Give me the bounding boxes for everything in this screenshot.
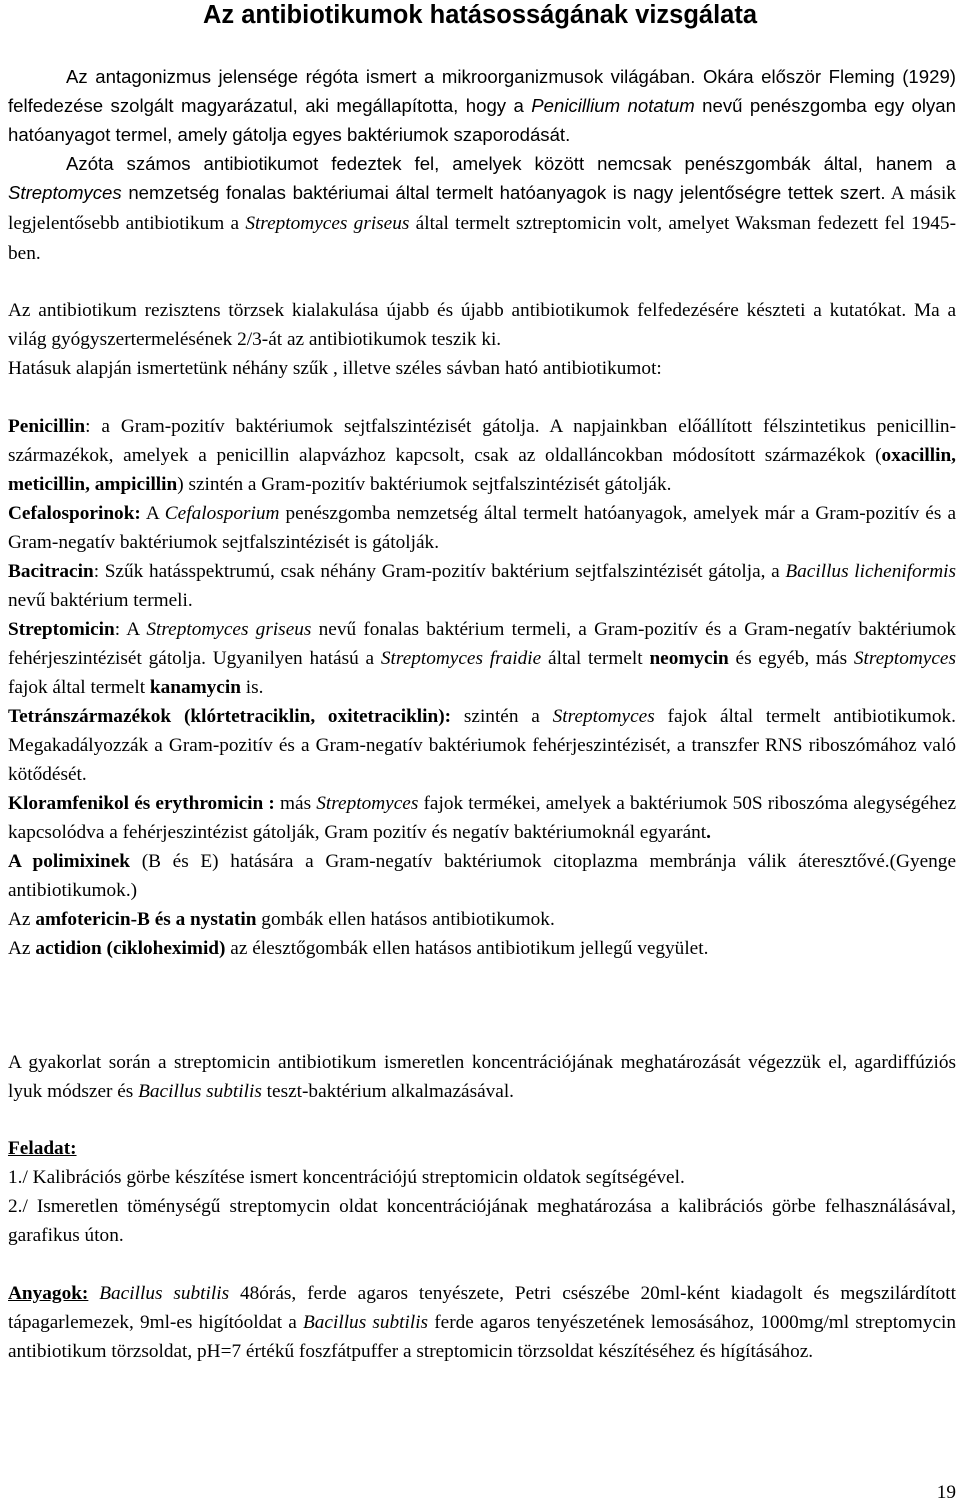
intro-paragraph-2-cont: A másik legjelentősebb antibiotikum a Streptomyces griseus által termelt sztreptomicin volt, amelyet Waksman fedezett fel 1945-ben. xyxy=(8,183,956,264)
practice-paragraph: A gyakorlat során a streptomicin antibiotikum ismeretlen koncentrációjának meghatározását végezzük el, agardiffúziós lyuk módszer és Bacillus subtilis teszt-baktérium alkalmazásával. xyxy=(8,1052,956,1102)
resistance-paragraph: Az antibiotikum rezisztens törzsek kialakulása újabb és újabb antibiotikumok felfedezésére készteti a kutatókat. Ma a világ gyógyszertermelésének 2/3-át az antibiotikumok teszik ki. xyxy=(8,300,956,350)
page-title: Az antibiotikumok hatásosságának vizsgálata xyxy=(202,1,758,29)
entry-kloramfenikol: Kloramfenikol és erythromicin : más Streptomyces fajok termékei, amelyek a baktériumok 50S riboszóma alegységéhez kapcsolódva a fehérjeszintézist gátolják, Gram pozitív és negatív baktériumoknál egyaránt. xyxy=(8,793,956,843)
species-name: Penicillium notatum xyxy=(531,95,695,116)
entry-polimixin: A polimixinek (B és E) hatására a Gram-negatív baktériumok citoplazma membránja válik áteresztővé.(Gyenge antibiotikumok.) xyxy=(8,851,957,901)
entry-actidion: Az actidion (cikloheximid) az élesztőgombák ellen hatásos antibiotikum jellegű vegyület. xyxy=(8,938,709,959)
genus-name: Streptomyces xyxy=(8,182,122,203)
intro-paragraph-2: Azóta számos antibiotikumot fedeztek fel, amelyek között nemcsak penészgombák által, hanem a Streptomyces nemzetség fonalas baktériumai által termelt hatóanyagok is nagy jelentőségre tettek szert. A másik legjelentősebb antibiotikum a Streptomyces griseus által termelt sztreptomicin volt, amelyet Waksman fedezett fel 1945-ben. xyxy=(8,153,956,264)
task-heading: Feladat: xyxy=(8,1138,77,1159)
entry-bacitracin: Bacitracin: Szűk hatásspektrumú, csak néhány Gram-pozitív baktérium sejtfalszintézisét gátolja, a Bacillus licheniformis nevű baktérium termeli. xyxy=(8,561,956,611)
entry-amfotericin: Az amfotericin-B és a nystatin gombák ellen hatásos antibiotikumok. xyxy=(8,909,555,930)
task-item-1: 1./ Kalibrációs görbe készítése ismert koncentrációjú streptomicin oldatok segítségével. xyxy=(8,1167,685,1188)
task-item-2: 2./ Ismeretlen töménységű streptomycin oldat koncentrációjának meghatározása a kalibrációs görbe felhasználásával, garafikus úton. xyxy=(8,1196,956,1246)
materials-section: Anyagok: Bacillus subtilis 48órás, ferde agaros tenyészete, Petri csészébe 20ml-ként kiadagolt és megszilárdított tápagarlemezek, 9ml-es higítóoldat a Bacillus subtilis ferde agaros tenyészetének lemosásához, 1000mg/ml streptomycin antibiotikum törzsoldat, pH=7 értékű foszfátpuffer a streptomicin törzsoldat készítéséhez és hígításához. xyxy=(8,1283,956,1362)
entry-streptomicin: Streptomicin: A Streptomyces griseus nevű fonalas baktérium termeli, a Gram-pozitív és a Gram-negatív baktériumok fehérjeszintézisét gátolja. Ugyanilyen hatású a Streptomyces fraidie által termelt neomycin és egyéb, más Streptomyces fajok által termelt kanamycin is. xyxy=(8,619,956,698)
body-section xyxy=(8,296,956,383)
entry-cefalosporin: Cefalosporinok: A Cefalosporium penészgomba nemzetség által termelt hatóanyagok, amelyek már a Gram-pozitív és a Gram-negatív baktériumok sejtfalszintézisét is gátolják. xyxy=(8,503,957,553)
entry-penicillin: Penicillin: a Gram-pozitív baktériumok sejtfalszintézisét gátolja. A napjainkban előállított félszintetikus penicillin-származékok, amelyek a penicillin alapvázhoz kapcsolt, csak az oldalláncokban módosított származékok (oxacillin, meticillin, ampicillin) szintén a Gram-pozitív baktériumok sejtfalszintézisét gátolják. xyxy=(8,416,956,495)
materials-heading: Anyagok: xyxy=(8,1283,89,1304)
task-section xyxy=(8,1134,956,1250)
intro-section xyxy=(8,62,956,268)
entry-tetran: Tetránszármazékok (klórtetraciklin, oxitetraciklin): szintén a Streptomyces fajok által termelt antibiotikumok. Megakadályozzák a Gram-pozitív és a Gram-negatív baktériumok fehérjeszintézisét, a transzfer RNS riboszómához való kötődését. xyxy=(8,706,956,785)
page-number: 19 xyxy=(936,1482,956,1503)
overview-paragraph: Hatásuk alapján ismertetünk néhány szűk , illetve széles sávban ható antibiotikumot: xyxy=(8,358,662,379)
intro-paragraph-1: Az antagonizmus jelensége régóta ismert a mikroorganizmusok világában. Okára először Fleming (1929) felfedezése szolgált magyarázatul, aki megállapította, hogy a Penicillium notatum nevű penészgomba egy olyan hatóanyagot termel, amely gátolja egyes baktériumok szaporodását. xyxy=(8,66,956,145)
antibiotics-list xyxy=(8,412,956,963)
